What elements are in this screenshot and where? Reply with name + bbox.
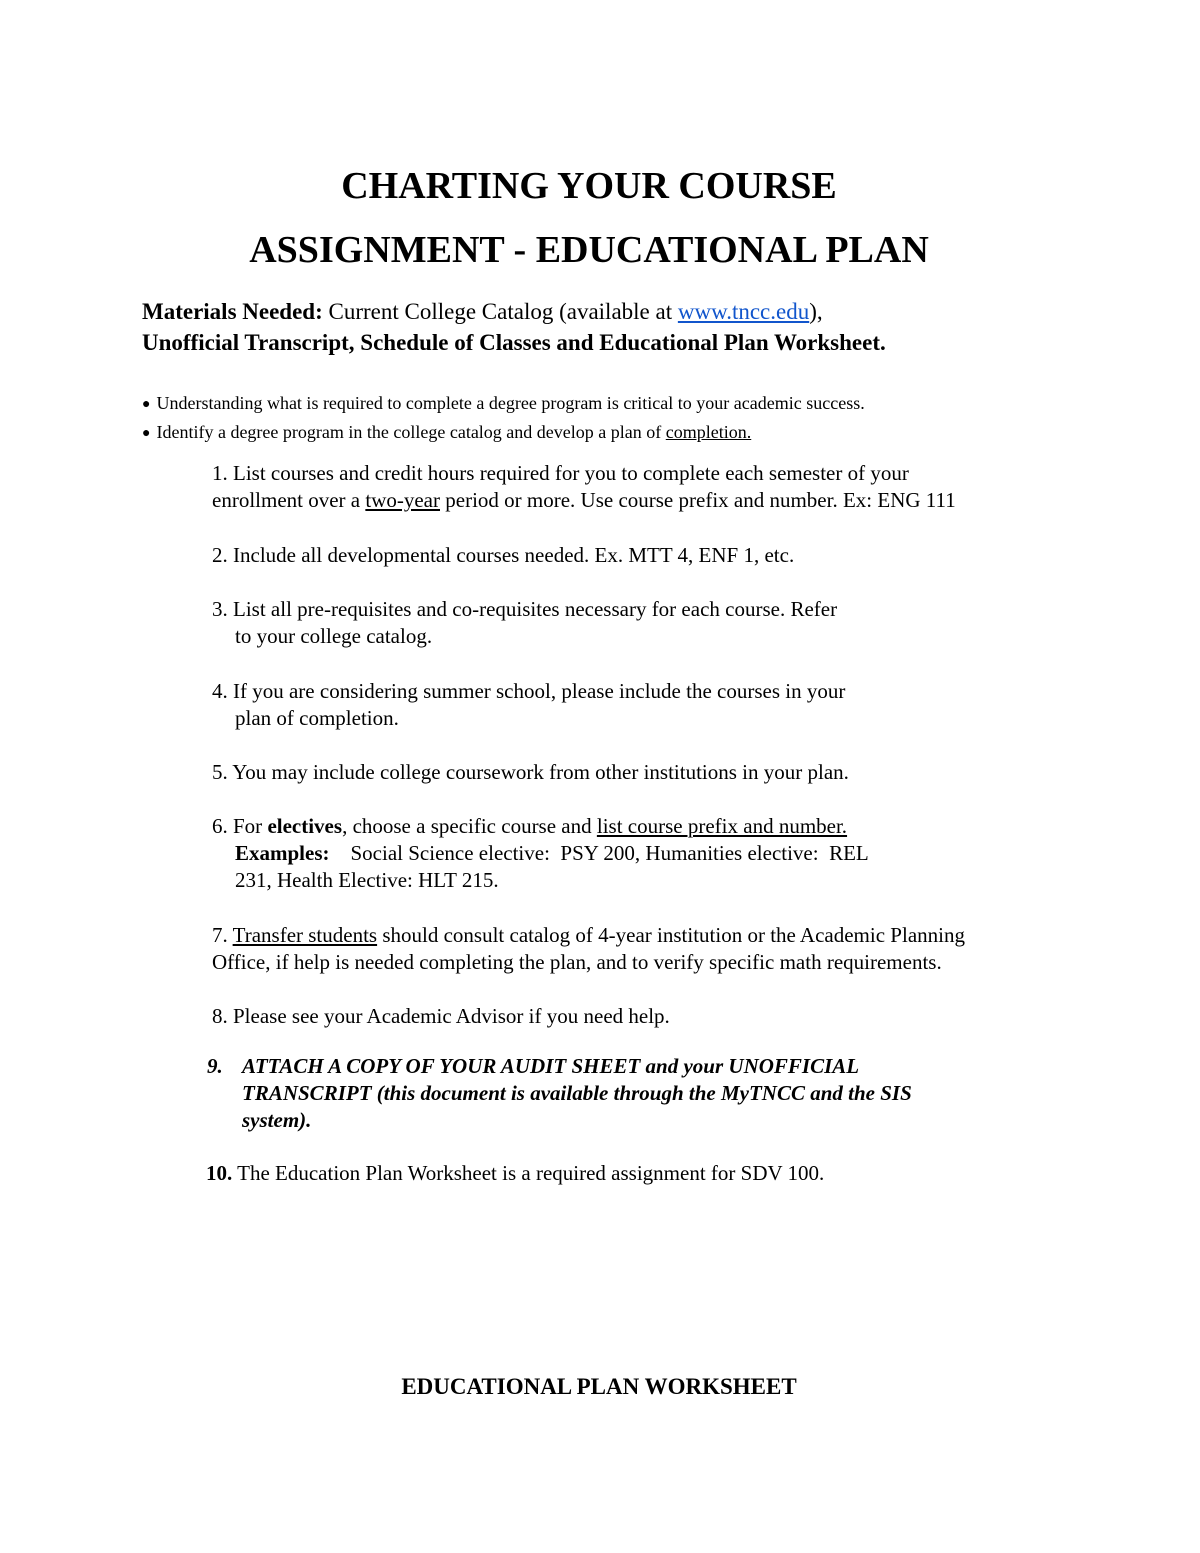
- item-line: [207, 1053, 912, 1080]
- item-line: 231, Health Elective: HLT 215.: [235, 868, 499, 892]
- item-line: system).: [242, 1108, 312, 1132]
- item-line: 5. You may include college coursework from other institutions in your plan.: [212, 760, 849, 784]
- item-line: Office, if help is needed completing the plan, and to verify specific math requirements.: [212, 950, 942, 974]
- item-underlined: two-year: [365, 488, 440, 512]
- item-text: 6. For: [212, 814, 268, 838]
- examples-label: Examples:: [235, 841, 330, 865]
- item-number: 10.: [206, 1161, 233, 1185]
- item-line: plan of completion.: [235, 706, 399, 730]
- item-line: [206, 1160, 824, 1187]
- item-line: [212, 840, 869, 867]
- bullet-underlined: completion.: [665, 422, 752, 442]
- instruction-item-3: [212, 596, 837, 650]
- materials-text-after: ),: [809, 299, 823, 324]
- materials-line-2: Unofficial Transcript, Schedule of Classes and Educational Plan Worksheet.: [142, 330, 886, 355]
- instruction-item-1: [212, 460, 956, 514]
- item-bold: electives: [267, 814, 343, 838]
- instruction-item-2: [212, 542, 794, 569]
- instruction-item-8: [212, 1003, 670, 1030]
- item-line: [212, 813, 869, 840]
- bullet-item: [142, 419, 1142, 448]
- materials-text: Current College Catalog (available at: [322, 299, 678, 324]
- instruction-item-10: [206, 1160, 824, 1187]
- item-line: 1. List courses and credit hours required for you to complete each semester of your: [212, 461, 909, 485]
- page-title: CHARTING YOUR COURSE: [341, 165, 837, 207]
- item-line: 8. Please see your Academic Advisor if you need help.: [212, 1004, 670, 1028]
- item-text: enrollment over a: [212, 488, 366, 512]
- item-line: [212, 487, 956, 514]
- item-underlined: list course prefix and number.: [596, 814, 848, 838]
- item-line: 4. If you are considering summer school, please include the courses in your: [212, 679, 846, 703]
- bullet-list: [142, 390, 1142, 448]
- item-text: 7.: [212, 923, 233, 947]
- materials-label: Materials Needed:: [142, 299, 323, 324]
- item-line: 3. List all pre-requisites and co-requisites necessary for each course. Refer: [212, 597, 838, 621]
- item-number: 9.: [207, 1054, 223, 1078]
- bullet-text: Identify a degree program in the college catalog and develop a plan of: [156, 422, 666, 442]
- bullet-item: [142, 390, 1142, 419]
- page-subtitle: ASSIGNMENT - EDUCATIONAL PLAN: [249, 229, 929, 271]
- instruction-item-5: [212, 759, 849, 786]
- item-line: 2. Include all developmental courses needed. Ex. MTT 4, ENF 1, etc.: [212, 543, 795, 567]
- bullet-icon: ●: [142, 397, 151, 412]
- item-text: The Education Plan Worksheet is a required assignment for SDV 100.: [232, 1161, 825, 1185]
- materials-line-1: [142, 296, 1142, 327]
- item-text: period or more. Use course prefix and number. Ex: ENG 111: [440, 488, 956, 512]
- worksheet-title: EDUCATIONAL PLAN WORKSHEET: [401, 1374, 797, 1399]
- item-underlined: Transfer students: [232, 923, 378, 947]
- instruction-item-9: [207, 1053, 912, 1134]
- item-line: to your college catalog.: [235, 624, 433, 648]
- item-text: should consult catalog of 4-year institution or the Academic Planning: [377, 923, 965, 947]
- instruction-item-7: [212, 922, 965, 976]
- item-text: , choose a specific course and: [342, 814, 597, 838]
- materials-needed: [142, 296, 1142, 358]
- item-text: Social Science elective: PSY 200, Humanities elective: REL: [329, 841, 869, 865]
- bullet-text: Understanding what is required to complete a degree program is critical to your academic success.: [156, 393, 865, 413]
- catalog-link[interactable]: www.tncc.edu: [677, 299, 810, 324]
- item-line: TRANSCRIPT (this document is available through the MyTNCC and the SIS: [242, 1081, 912, 1105]
- instruction-item-4: [212, 678, 845, 732]
- bullet-icon: ●: [142, 426, 151, 441]
- item-text: ATTACH A COPY OF YOUR AUDIT SHEET and your UNOFFICIAL: [242, 1054, 860, 1078]
- instruction-item-6: [212, 813, 869, 894]
- item-line: [212, 922, 965, 949]
